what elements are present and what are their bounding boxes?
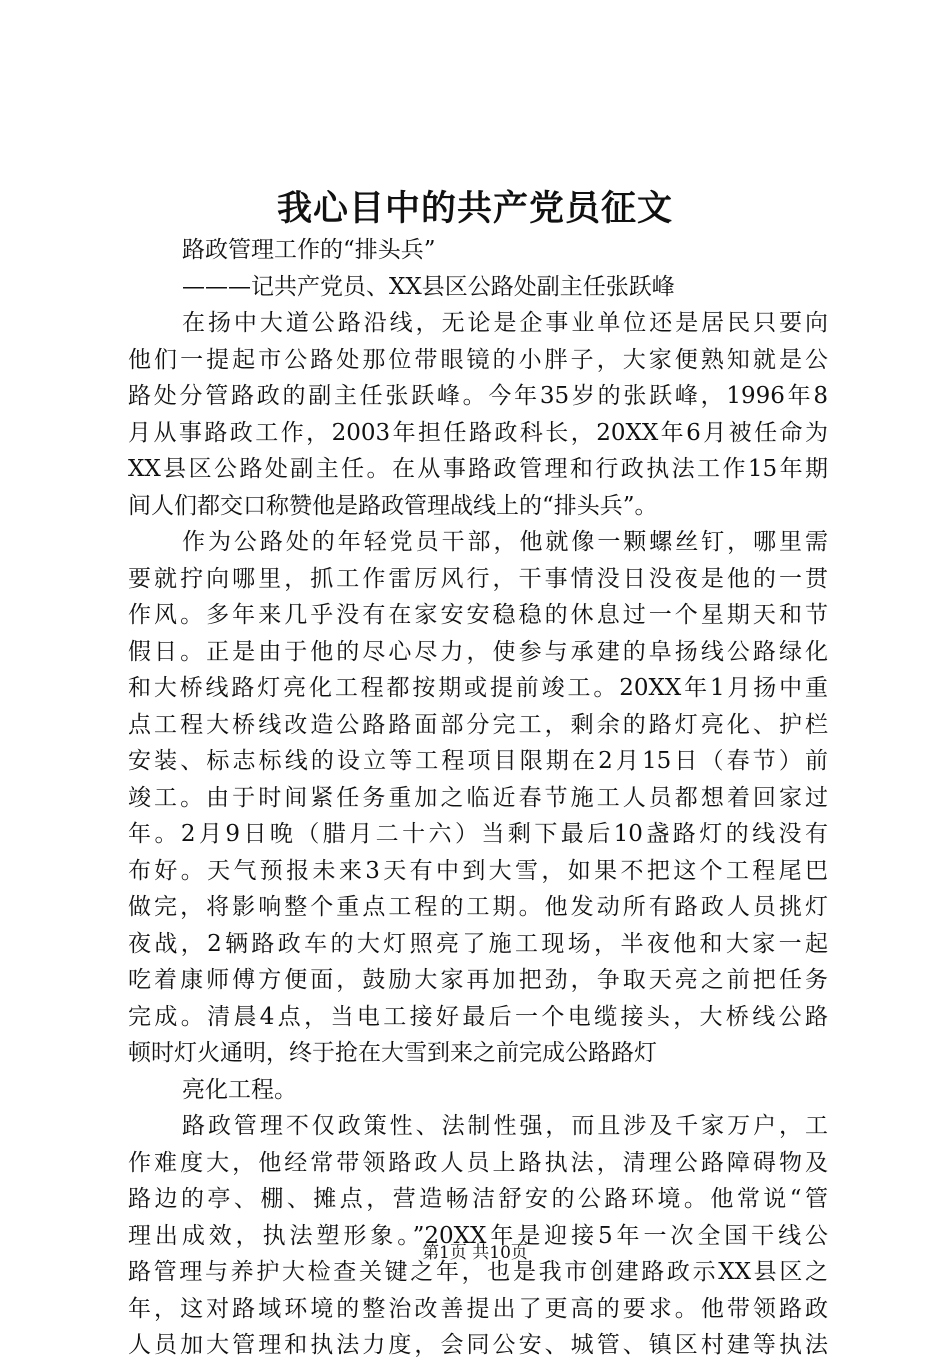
body-line: 路处分管路政的副主任张跃峰。今年35岁的张跃峰，1996年8 [128, 383, 828, 409]
body-line: 顿时灯火通明，终于抢在大雪到来之前完成公路路灯 [128, 1040, 657, 1066]
body-line: 吃着康师傅方便面，鼓励大家再加把劲，争取天亮之前把任务 [128, 967, 828, 993]
body-line: 假日。正是由于他的尽心尽力，使参与承建的阜扬线公路绿化 [128, 638, 828, 665]
body-line: 路政管理不仅政策性、法制性强，而且涉及千家万户，工 [182, 1113, 828, 1139]
body-line: 安装、标志标线的设立等工程项目限期在2月15日（春节）前 [128, 748, 828, 774]
document-title: 我心目中的共产党员征文 [276, 188, 673, 229]
body-line: 要就拧向哪里，抓工作雷厉风行，干事情没日没夜是他的一贯 [128, 565, 828, 592]
body-line: 夜战，2辆路政车的大灯照亮了施工现场，半夜他和大家一起 [128, 930, 828, 957]
body-line: 人员加大管理和执法力度，会同公安、城管、镇区村建等执法 [128, 1332, 828, 1358]
body-line: 作为公路处的年轻党员干部，他就像一颗螺丝钉，哪里需 [182, 529, 828, 555]
page-footer: 第1页 共10页 [422, 1243, 528, 1263]
body-line: 点工程大桥线改造公路路面部分完工，剩余的路灯亮化、护栏 [128, 711, 828, 738]
body-line: 竣工。由于时间紧任务重加之临近春节施工人员都想着回家过 [128, 784, 828, 811]
body-line: 月从事路政工作，2003年担任路政科长，20XX年6月被任命为 [128, 419, 828, 446]
body-line: 路管理与养护大检查关键之年，也是我市创建路政示XX县区之 [128, 1259, 828, 1285]
body-line: 年。2月9日晚（腊月二十六）当剩下最后10盏路灯的线没有 [128, 821, 828, 847]
body-line: 他们一提起市公路处那位带眼镜的小胖子，大家便熟知就是公 [128, 346, 828, 373]
body-line: 作风。多年来几乎没有在家安安稳稳的休息过一个星期天和节 [128, 602, 828, 628]
body-line: 间人们都交口称赞他是路政管理战线上的“排头兵”。 [128, 492, 658, 519]
body-line: 年，这对路域环境的整治改善提出了更高的要求。他带领路政 [128, 1295, 828, 1322]
body-line: ———记共产党员、XX县区公路处副主任张跃峰 [182, 273, 675, 300]
document-body [128, 232, 828, 1364]
body-line: XX县区公路处副主任。在从事路政管理和行政执法工作15年期 [128, 456, 828, 482]
body-line: 作难度大，他经常带领路政人员上路执法，清理公路障碍物及 [128, 1149, 828, 1176]
body-line: 路政管理工作的“排头兵” [182, 237, 436, 263]
body-line: 路边的亭、棚、摊点，营造畅洁舒安的公路环境。他常说“管 [128, 1186, 828, 1212]
body-line: 理出成效，执法塑形象。”20XX年是迎接5年一次全国干线公 [128, 1222, 828, 1249]
body-line: 亮化工程。 [182, 1076, 297, 1103]
body-line: 完成。清晨4点，当电工接好最后一个电缆接头，大桥线公路 [128, 1003, 828, 1030]
body-line: 布好。天气预报未来3天有中到大雪，如果不把这个工程尾巴 [128, 857, 828, 884]
body-line: 和大桥线路灯亮化工程都按期或提前竣工。20XX年1月扬中重 [128, 675, 828, 701]
body-line: 在扬中大道公路沿线，无论是企事业单位还是居民只要向 [182, 310, 828, 336]
body-line: 做完，将影响整个重点工程的工期。他发动所有路政人员挑灯 [128, 894, 828, 920]
